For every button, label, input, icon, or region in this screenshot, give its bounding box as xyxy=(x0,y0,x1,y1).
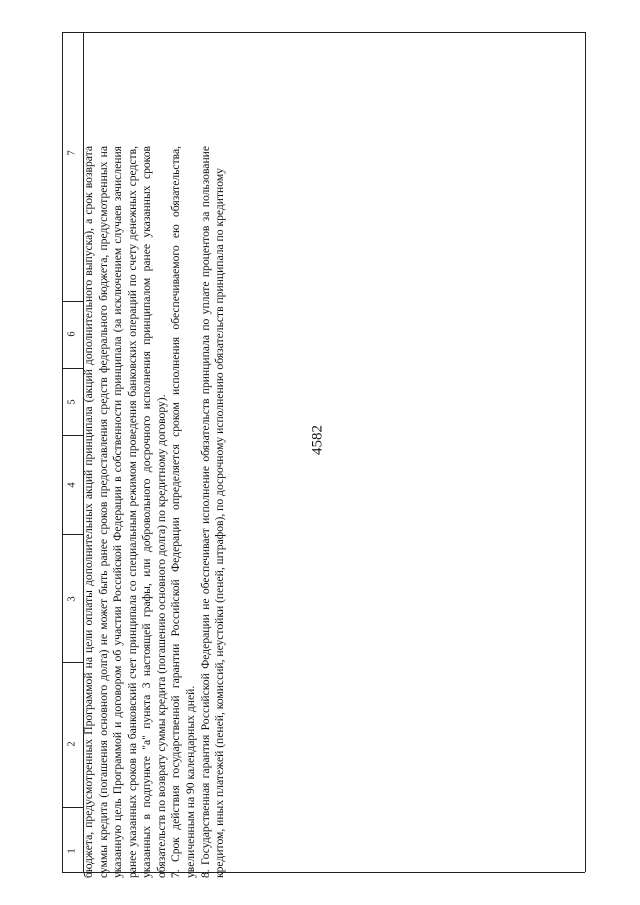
column-divider xyxy=(62,534,83,535)
table-left-border xyxy=(62,32,63,872)
column-number-6: 6 xyxy=(66,331,78,337)
paragraph: бюджета, предусмотренных Программой на цели оплаты дополнительных акций принципала (акций дополнительного выпуска), а срок возврата суммы кредита (погашения основного долга) не может быть ранее сроков предоставления средств федерального бюджета, предусмотренных на указанную цель Программой и договором об участии Российской Федерации в собственности принципала (за исключением случаев зачисления ранее указанных сроков на банковский счет принципала со специальным режимом проведения банковских операций по счету денежных средств, указанных в подпункте "а" пункта 3 настоящей графы, или добровольного досрочного исполнения принципалом ранее указанных сроков обязательств по возврату суммы кредита (погашению основного долга) по кредитному договору). xyxy=(82,146,168,878)
column-divider xyxy=(62,301,83,302)
table-top-border xyxy=(62,32,585,33)
column-number-1: 1 xyxy=(66,848,78,854)
column-number-4: 4 xyxy=(66,482,78,488)
paragraph: 7. Срок действия государственной гарантии Российской Федерации определяется сроком исполнения обеспечиваемого ею обязательства, увеличенным на 90 календарных дней. xyxy=(169,146,197,878)
page-number: 4582 xyxy=(309,425,326,455)
column-number-2: 2 xyxy=(66,741,78,747)
column-number-5: 5 xyxy=(66,399,78,405)
column-7-text xyxy=(82,146,374,878)
column-divider xyxy=(62,662,83,663)
column-divider xyxy=(62,368,83,369)
column-number-3: 3 xyxy=(66,596,78,602)
column-number-7: 7 xyxy=(66,150,78,156)
table-right-border xyxy=(585,32,586,872)
paragraph: 8. Государственная гарантия Российской Федерации не обеспечивает исполнение обязательств принципала по уплате процентов за пользование кредитом, иных платежей (пеней, комиссий, неустойки (пеней, штрафов), по досрочному исполнению обязательств принципала по кредитному xyxy=(198,146,227,878)
column-divider xyxy=(62,807,83,808)
column-divider xyxy=(62,435,83,436)
